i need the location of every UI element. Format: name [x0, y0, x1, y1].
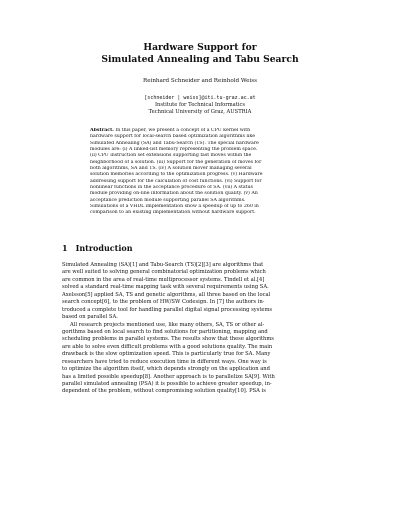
- body-line: parallel simulated annealing (PSA) it is possible to achieve greater speedup, in-: [62, 381, 272, 387]
- author-university: Technical University of Graz, AUSTRIA: [148, 109, 252, 115]
- abstract-line: module providing on-line information about the solution quality. (v) An: [90, 191, 258, 197]
- body-line: scheduling problems in parallel systems. The results show that these algorithms: [62, 336, 274, 343]
- body-line: based on parallel SA.: [62, 314, 118, 321]
- abstract-line: comparison to an existing implementation without hardware support.: [90, 210, 256, 216]
- abstract-line: solution memories according to the optimization progress. (v) Hardware: [90, 172, 263, 178]
- abstract-line: modules are: (i) A linked-list memory representing the problem space.: [90, 147, 258, 153]
- body-line: troduced a complete tool for handling parallel digital signal processing systems: [62, 306, 273, 313]
- author-institute: Institute for Technical Informatics: [154, 102, 246, 108]
- abstract-line: hardware support for local-search based optimization algorithms like: [90, 134, 255, 140]
- section-title: Introduction: [75, 243, 133, 253]
- body-line: researchers have tried to reduce execution time in different ways. One way is: [62, 358, 267, 365]
- abstract-line: Simulated Annealing (SA) and Tabu-Search (TS). The special hardware: [90, 140, 259, 146]
- abstract-line: addressing support for the calculation of cost functions. (vi) Support for: [90, 178, 262, 184]
- introduction-body: [62, 262, 336, 396]
- section-heading-introduction: [62, 243, 133, 253]
- abstract-line: acceptance prediction module supporting parallel SA algorithms.: [90, 197, 246, 203]
- abstract-line: Simulations of a VHDL implementation show a speedup of up to 260 in: [90, 204, 259, 210]
- abstract-line: neighborhood of a solution. (iii) Support for the generation of moves for: [90, 159, 262, 165]
- body-line: Axelsson[5] applied SA, TS and genetic algorithms, all three based on the local: [62, 291, 271, 298]
- body-line: are common in the area of real-time multiprocessor systems. Tindell et al.[4]: [62, 276, 265, 283]
- abstract-line-text: In this paper, we present a concept of a CPU kernel with: [115, 128, 251, 133]
- author-email: [schneider | weiss]@iti.tu-graz.ac.at: [144, 95, 256, 101]
- body-line: Simulated Annealing (SA)[1] and Tabu-Search (TS)[2][3] are algorithms that: [62, 262, 264, 268]
- body-line: are able to solve even difficult problems with a good solutions quality. The main: [62, 343, 273, 350]
- body-line: to optimize the algorithm itself, which depends strongly on the application and: [62, 366, 270, 373]
- body-line: drawback is the slow optimization speed. This is particularly true for SA. Many: [62, 351, 271, 358]
- body-line: are well suited to solving general combinatorial optimization problems which: [62, 269, 266, 276]
- body-line: has a limited possible speedup[8]. Another approach is to parallelize SA[9]. With: [62, 373, 275, 380]
- paper-authors: Reinhard Schneider and Reinhold Weiss: [143, 78, 257, 84]
- abstract-label: Abstract.: [90, 128, 114, 133]
- body-line: dependent of the problem, without compromising solution quality[10]. PSA is: [62, 388, 266, 395]
- section-number: 1: [62, 243, 68, 253]
- abstract: [90, 128, 312, 217]
- paper-title-line-1: Hardware Support for: [143, 42, 257, 53]
- abstract-line: both algorithms, SA and TS. (iv) A solution mover managing several: [90, 166, 252, 172]
- body-line: All research projects mentioned use, like many others, SA, TS or other al-: [70, 321, 265, 328]
- body-line: search concept[6], to the problem of HW/SW Codesign. In [7] the authors in-: [62, 299, 265, 306]
- body-line: solved a standard real-time mapping task with several requirements using SA.: [62, 284, 269, 291]
- abstract-line: (ii) CPU instruction set extensions supporting fast moves within the: [90, 153, 252, 159]
- abstract-line: nonlinear functions in the acceptance procedure of SA. (vii) A status: [90, 185, 253, 191]
- body-line: gorithms based on local search to find solutions for partitioning, mapping and: [62, 328, 268, 335]
- paper-title-line-2: Simulated Annealing and Tabu Search: [101, 54, 299, 65]
